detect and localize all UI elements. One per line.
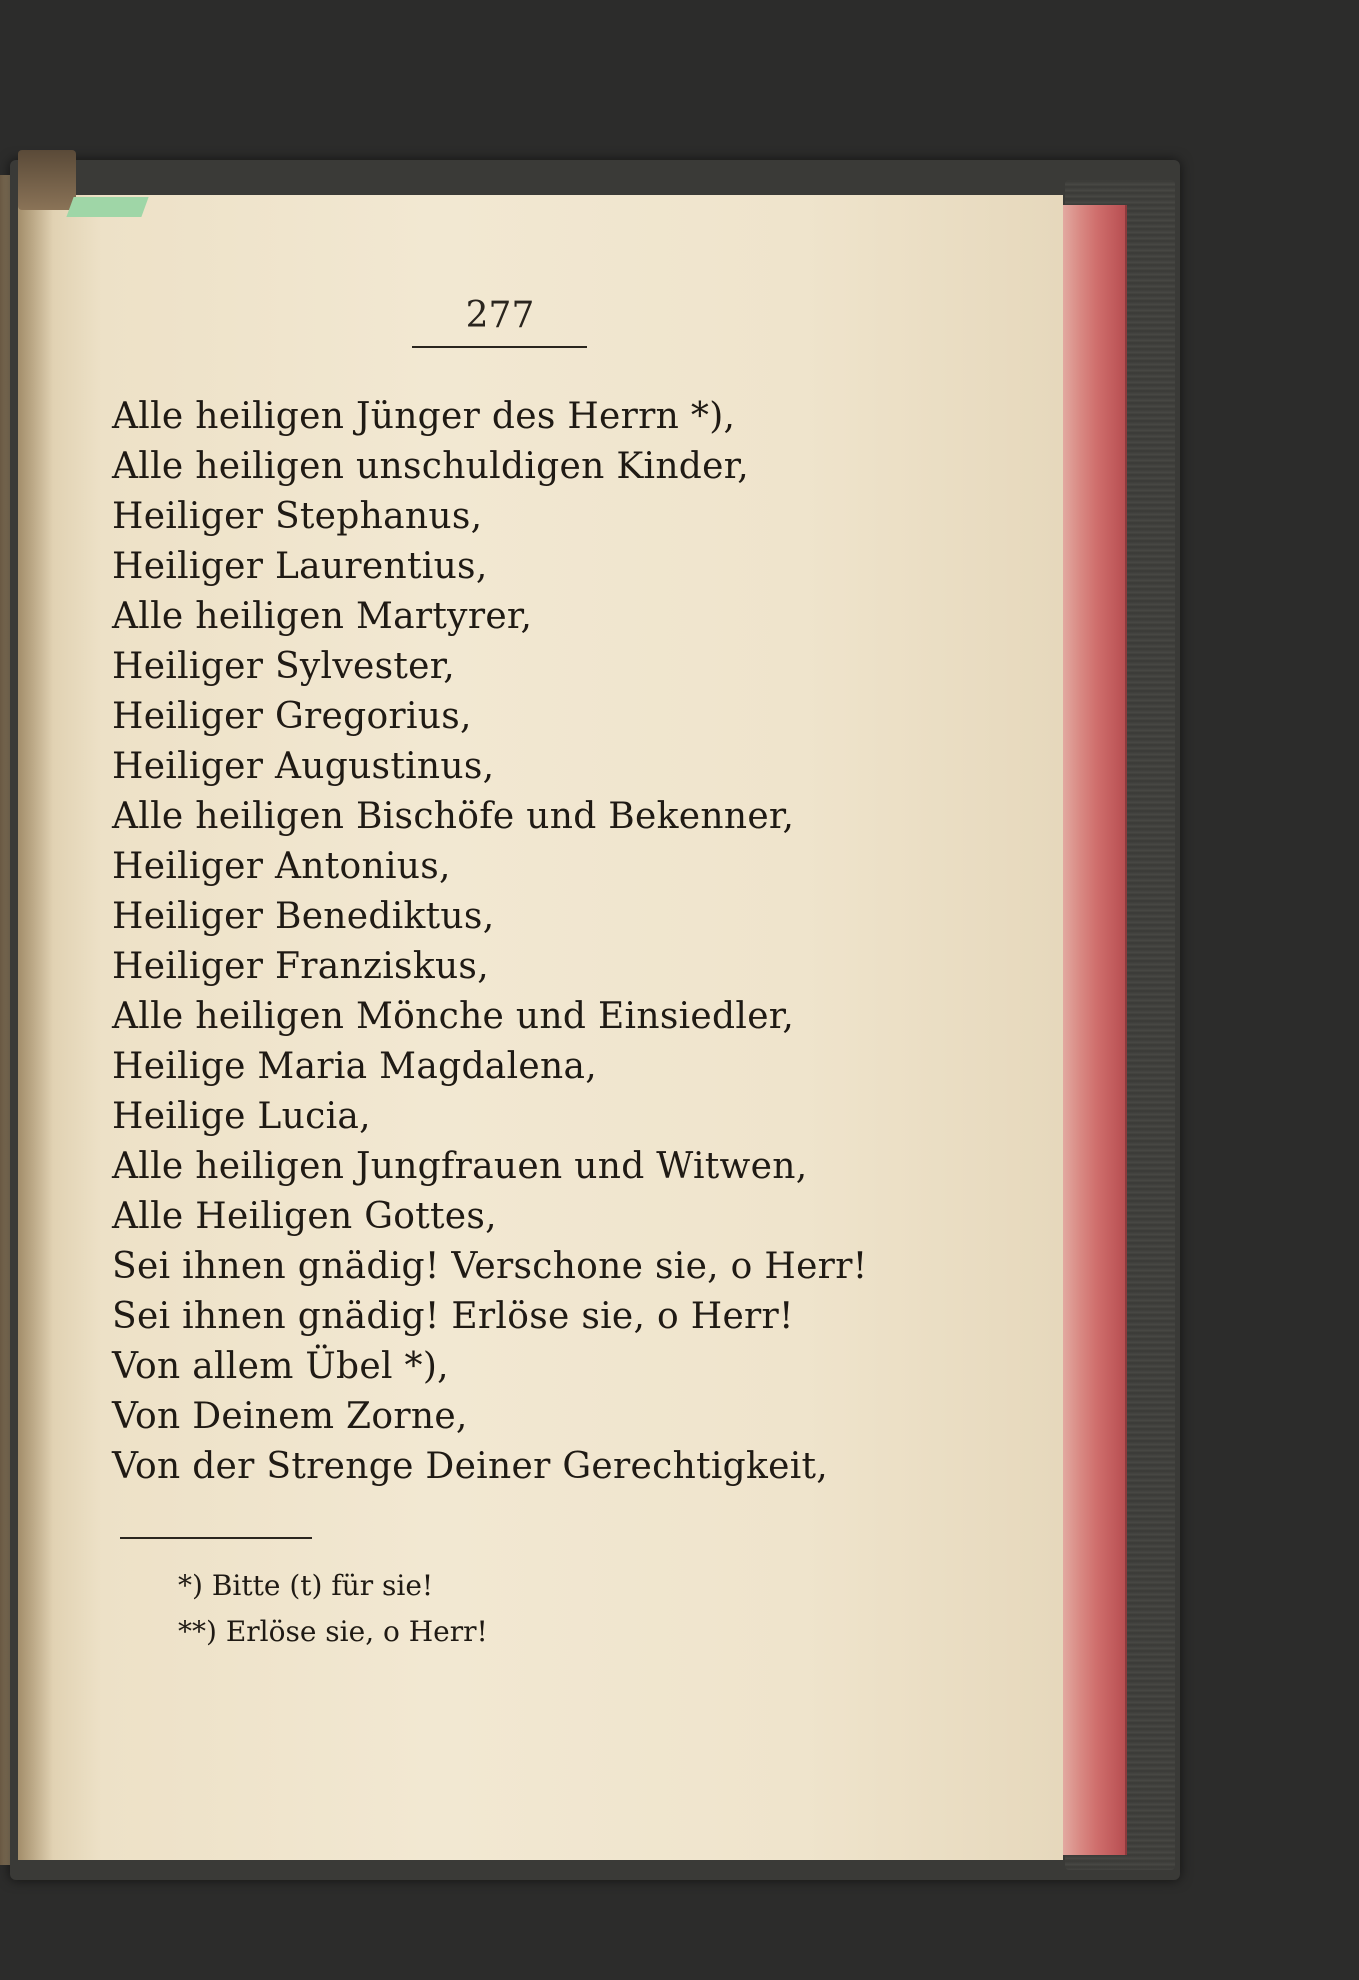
- text-line: Heiliger Franziskus,: [112, 946, 489, 987]
- text-line: Heiliger Augustinus,: [112, 746, 495, 787]
- footnote-rule: [120, 1537, 312, 1539]
- text-line: Alle heiligen unschuldigen Kinder,: [112, 446, 750, 487]
- binding-ribbon: [18, 150, 76, 210]
- text-line: Heiliger Stephanus,: [112, 496, 483, 537]
- text-line: Heilige Lucia,: [112, 1096, 371, 1137]
- text-line: Sei ihnen gnädig! Verschone sie, o Herr!: [112, 1246, 868, 1287]
- text-line: Alle heiligen Martyrer,: [112, 596, 533, 637]
- litany-text: [112, 392, 867, 1492]
- text-line: Von Deinem Zorne,: [112, 1396, 468, 1437]
- text-line: Alle heiligen Jungfrauen und Witwen,: [112, 1146, 808, 1187]
- text-line: Von der Strenge Deiner Gerechtigkeit,: [112, 1446, 829, 1487]
- text-line: Sei ihnen gnädig! Erlöse sie, o Herr!: [112, 1296, 794, 1337]
- text-line: Alle Heiligen Gottes,: [112, 1196, 497, 1237]
- bookmark-tab: [66, 197, 148, 217]
- text-line: Heiliger Antonius,: [112, 846, 451, 887]
- text-line: Heiliger Sylvester,: [112, 646, 456, 687]
- footnotes: [178, 1563, 488, 1655]
- page-number: 277: [465, 295, 535, 336]
- text-line: Heiliger Benediktus,: [112, 896, 495, 937]
- text-line: Von allem Übel *),: [112, 1346, 449, 1387]
- text-line: Alle heiligen Mönche und Einsiedler,: [112, 996, 795, 1037]
- footnote: **) Erlöse sie, o Herr!: [178, 1615, 488, 1648]
- text-line: Alle heiligen Bischöfe und Bekenner,: [112, 796, 795, 837]
- header-rule: [412, 346, 587, 348]
- text-line: Heiliger Laurentius,: [112, 546, 488, 587]
- text-line: Heilige Maria Magdalena,: [112, 1046, 597, 1087]
- footnote: *) Bitte (t) für sie!: [178, 1569, 434, 1602]
- red-page-edges: [1055, 205, 1127, 1855]
- gutter-shadow: [18, 195, 53, 1860]
- text-line: Alle heiligen Jünger des Herrn *),: [112, 396, 736, 437]
- text-line: Heiliger Gregorius,: [112, 696, 472, 737]
